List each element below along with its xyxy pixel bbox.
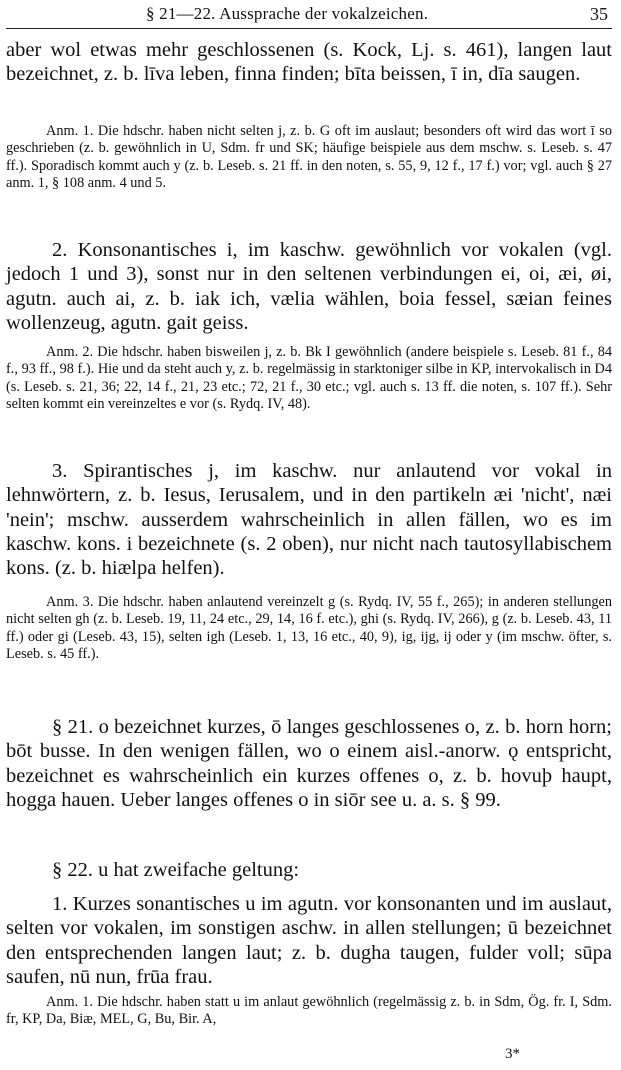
footnote-text: Anm. 1. Die hdschr. haben nicht selten j, z. b. G oft im auslaut; besonders oft wird das wort ī so geschrieben (z. b. gewöhnlich in U, Sdm. fr und SK; häufige beispiele aus dem mschw. s. Leseb. s. 47 ff.). Sporadisch kommt auch y (z. b. Leseb. s. 21 ff. in den noten, s. 55, 9, 12 f., 17 f.) vor; vgl. auch § 27 anm. 1, § 108 anm. 4 und 5.: [6, 123, 612, 192]
paragraph-text: § 21. o bezeichnet kurzes, ō langes geschlossenes o, z. b. horn horn; bōt busse. In den wenigen fällen, wo o einem aisl.-anorw. ǫ entspricht, bezeichnet es wahrscheinlich ein kurzes offenes o, z. b. hovuþ haupt, hogga hauen. Ueber langes offenes o in siōr see u. a. s. § 99.: [6, 716, 612, 811]
footnote-text: Anm. 1. Die hdschr. haben statt u im anlaut gewöhnlich (regelmässig z. b. in Sdm, Ög. fr. I, Sdm. fr, KP, Da, Biæ, MEL, G, Bu, Bir. A,: [6, 994, 612, 1028]
paragraph-spirantisches-j: [6, 459, 612, 580]
paragraph-continuation: [6, 38, 612, 87]
section-21: [6, 715, 612, 812]
running-header: [8, 4, 608, 26]
page-number: 35: [590, 4, 608, 24]
paragraph-text: 2. Konsonantisches i, im kaschw. gewöhnlich vor vokalen (vgl. jedoch 1 und 3), sonst nur in den seltenen verbindungen ei, oi, æi, øi, agutn. auch ai, z. b. iak ich, vælia wählen, boia fessel, sæian feines wollenzeug, agutn. gait geiss.: [6, 239, 612, 334]
footnote-anm-1: [6, 123, 612, 193]
paragraph-text: § 22. u hat zweifache geltung:: [52, 859, 300, 881]
paragraph-kurzes-u: [6, 892, 612, 989]
footnote-anm-2: [6, 344, 612, 414]
paragraph-text: aber wol etwas mehr geschlossenen (s. Kock, Lj. s. 461), langen laut bezeichnet, z. b. līva leben, finna finden; bīta beissen, ī in, dīa saugen.: [6, 39, 612, 86]
footnote-anm-1-u: [6, 994, 612, 1029]
footnote-text: Anm. 2. Die hdschr. haben bisweilen j, z. b. Bk I gewöhnlich (andere beispiele s. Leseb. 81 f., 84 f., 93 ff., 98 f.). Hie und da steht auch y, z. b. regelmässig in starktoniger silbe in KP, intervokalisch in D4 (s. Leseb. s. 21, 36; 22, 14 f., 21, 23 etc.; 72, 21 f., 30 etc.; vgl. auch s. 13 ff. die noten, s. 107 ff.). Sehr selten kommt ein vereinzeltes e vor (s. Rydq. IV, 48).: [6, 344, 612, 413]
footnote-text: Anm. 3. Die hdschr. haben anlautend vereinzelt g (s. Rydq. IV, 55 f., 265); in anderen stellungen nicht selten gh (z. b. Leseb. 19, 11, 24 etc., 29, 14, 16 f. etc.), ghi (s. Rydq. IV, 266), g (z. b. Leseb. 43, 11 ff.) oder gi (Leseb. 43, 15), selten igh (Leseb. 1, 13, 16 etc., 40, 9), ig, ijg, ij oder y (im mschw. öfter, s. Leseb. s. 45 ff.).: [6, 594, 612, 663]
signature-mark: 3*: [505, 1046, 520, 1062]
paragraph-text: 1. Kurzes sonantisches u im agutn. vor konsonanten und im auslaut, selten vor vokalen, im sonstigen aschw. in allen stellungen; ū bezeichnet den entsprechenden langen laut; z. b. dugha taugen, fulder voll; sūpa saufen, nū nun, frūa frau.: [6, 893, 612, 988]
footnote-anm-3: [6, 594, 612, 664]
header-rule: [6, 28, 612, 29]
paragraph-text: 3. Spirantisches j, im kaschw. nur anlautend vor vokal in lehnwörtern, z. b. Iesus, Ierusalem, und in den partikeln æi 'nicht', næi 'nein'; mschw. ausserdem wahrscheinlich in allen fällen, wo es im kaschw. kons. i bezeichnete (s. 2 oben), nur nicht nach tautosyllabischem kons. (z. b. hiælpa helfen).: [6, 460, 612, 580]
header-title: § 21—22. Aussprache der vokalzeichen.: [146, 4, 429, 23]
paragraph-konsonantisches-i: [6, 238, 612, 335]
section-22-heading: [6, 858, 612, 882]
